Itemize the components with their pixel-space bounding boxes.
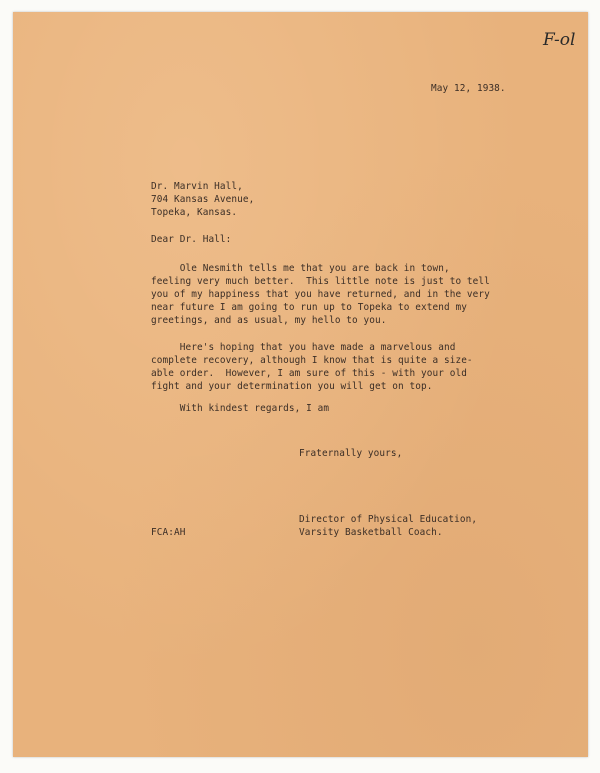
- paragraph-2-line: complete recovery, although I know that is quite a size-: [151, 355, 473, 366]
- closing: Fraternally yours,: [299, 448, 403, 459]
- recipient-city: Topeka, Kansas.: [151, 207, 238, 218]
- paragraph-1-line: feeling very much better. This little note is just to tell: [151, 276, 490, 287]
- paragraph-1-line: Ole Nesmith tells me that you are back in town,: [151, 263, 450, 274]
- paragraph-2-line: able order. However, I am sure of this - with your old: [151, 368, 467, 379]
- recipient-street: 704 Kansas Avenue,: [151, 194, 255, 205]
- paragraph-2-line: fight and your determination you will get on top.: [151, 381, 433, 392]
- reference-initials: FCA:AH: [151, 527, 186, 538]
- signature-title-line: Director of Physical Education,: [299, 514, 478, 525]
- salutation: Dear Dr. Hall:: [151, 234, 232, 245]
- paragraph-2-line: Here's hoping that you have made a marvelous and: [151, 342, 456, 353]
- handwritten-annotation: F-ol: [543, 30, 576, 50]
- recipient-name: Dr. Marvin Hall,: [151, 181, 243, 192]
- paragraph-1-line: you of my happiness that you have returned, and in the very: [151, 289, 490, 300]
- paragraph-1-line: near future I am going to run up to Topeka to extend my: [151, 302, 467, 313]
- paragraph-1-line: greetings, and as usual, my hello to you.: [151, 315, 387, 326]
- letter-date: May 12, 1938.: [431, 83, 506, 94]
- signature-title-line: Varsity Basketball Coach.: [299, 527, 443, 538]
- regards-line: With kindest regards, I am: [151, 403, 330, 414]
